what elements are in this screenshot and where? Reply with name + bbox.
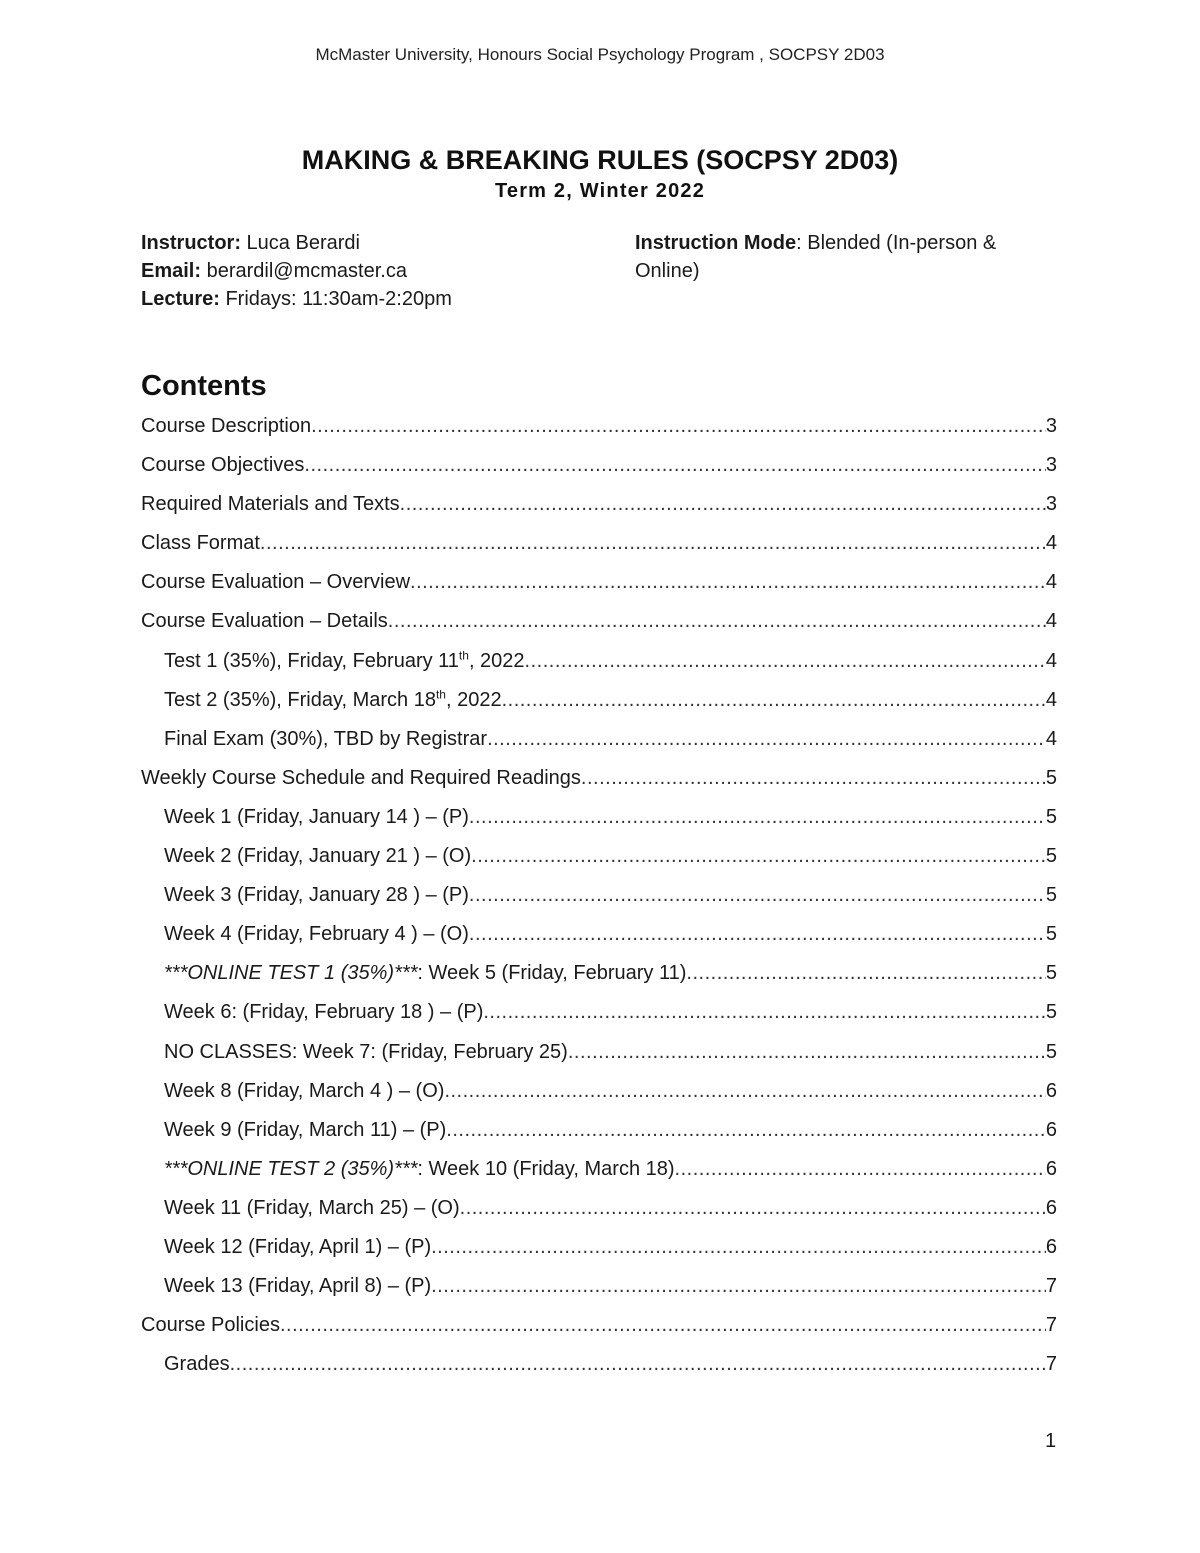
toc-entry[interactable] [141,681,1057,720]
toc-entry[interactable] [141,446,1057,485]
toc-dot-leader [471,837,1046,876]
lecture-value: Fridays: 11:30am-2:20pm [219,288,452,310]
toc-entry-ordinal: th [458,647,469,662]
toc-entry[interactable] [141,720,1057,759]
toc-entry[interactable] [141,563,1057,602]
toc-entry-title [164,642,525,681]
email-value: berardil@mcmaster.ca [201,260,407,282]
instructor-label: Instructor: [141,232,241,254]
toc-entry-title: Course Evaluation – Details [141,610,388,633]
toc-entry-title: Week 13 (Friday, April 8) – (P) [164,1275,432,1298]
toc-entry-page: 4 [1045,649,1057,672]
toc-entry-page: 5 [1045,805,1057,828]
toc-entry-title: Grades [164,1353,230,1376]
toc-dot-leader [525,642,1046,681]
toc-dot-leader [686,954,1045,993]
toc-entry-title [164,1150,675,1189]
toc-dot-leader [311,407,1046,446]
toc-entry-title: Week 3 (Friday, January 28 ) – (P) [164,884,469,907]
toc-entry-page: 5 [1045,923,1057,946]
instruction-mode-value: : Blended (In-person & Online) [635,232,997,282]
toc-entry[interactable] [141,1111,1057,1150]
toc-entry[interactable] [141,642,1057,681]
toc-entry-title: Week 12 (Friday, April 1) – (P) [164,1235,432,1258]
toc-entry-title: Week 6: (Friday, February 18 ) – (P) [164,1001,484,1024]
toc-dot-leader [460,1189,1046,1228]
table-of-contents [141,407,1057,1384]
toc-entry-title: Week 4 (Friday, February 4 ) – (O) [164,923,469,946]
toc-entry[interactable] [141,524,1057,563]
toc-entry-page: 6 [1045,1235,1057,1258]
toc-entry[interactable] [141,876,1057,915]
toc-entry-title [164,681,502,720]
toc-entry[interactable] [141,954,1057,993]
instructor-line [141,229,452,257]
toc-entry-text: Test 1 (35%), Friday, February 11 [164,649,459,672]
toc-dot-leader [388,602,1046,641]
email-line [141,257,452,285]
toc-entry-title: Week 11 (Friday, March 25) – (O) [164,1196,460,1219]
toc-entry-ordinal: th [435,687,446,701]
toc-dot-leader [469,798,1046,837]
toc-entry-page: 4 [1045,688,1057,711]
toc-entry-text: , 2022 [468,649,525,672]
toc-entry-page: 4 [1045,727,1057,750]
toc-entry[interactable] [141,1072,1057,1111]
toc-entry-page: 6 [1045,1079,1057,1102]
toc-entry-page: 3 [1045,493,1057,516]
toc-entry-text: : Week 5 (Friday, February 11) [417,962,687,985]
toc-entry-page: 4 [1045,571,1057,594]
toc-entry-title: Weekly Course Schedule and Required Readings [141,766,581,789]
toc-entry-page: 6 [1045,1118,1057,1141]
lecture-label: Lecture: [141,288,220,310]
toc-entry-title: Week 2 (Friday, January 21 ) – (O) [164,845,472,868]
course-info-left [141,229,452,313]
toc-entry[interactable] [141,798,1057,837]
toc-entry-text: , 2022 [445,688,502,711]
toc-entry-page: 4 [1045,532,1057,555]
toc-entry[interactable] [141,915,1057,954]
toc-entry-title [164,954,686,993]
lecture-line [141,285,452,313]
toc-entry[interactable] [141,1228,1057,1267]
toc-entry-text: Test 2 (35%), Friday, March 18 [164,688,436,711]
toc-entry-page: 6 [1045,1196,1057,1219]
toc-dot-leader [568,1033,1046,1072]
toc-dot-leader [230,1345,1046,1384]
document-title: MAKING & BREAKING RULES (SOCPSY 2D03) [301,145,899,175]
toc-entry-page: 6 [1045,1157,1057,1180]
toc-entry[interactable] [141,407,1057,446]
toc-entry-page: 3 [1045,415,1057,437]
toc-entry[interactable] [141,1150,1057,1189]
toc-entry[interactable] [141,1345,1057,1384]
toc-entry-title: Course Evaluation – Overview [141,571,411,594]
toc-dot-leader [469,915,1046,954]
toc-entry-page: 5 [1045,845,1057,868]
toc-entry[interactable] [141,1306,1057,1345]
toc-dot-leader [260,524,1046,563]
toc-entry-title: Week 1 (Friday, January 14 ) – (P) [164,805,469,828]
toc-dot-leader [446,1111,1046,1150]
toc-dot-leader [431,1228,1046,1267]
toc-dot-leader [581,759,1046,798]
toc-entry[interactable] [141,602,1057,641]
page-number: 1 [1045,1430,1057,1452]
instructor-value: Luca Berardi [241,232,360,254]
email-label: Email: [141,260,202,282]
toc-entry-page: 5 [1045,884,1057,907]
toc-dot-leader [431,1267,1046,1306]
toc-entry[interactable] [141,1189,1057,1228]
toc-entry-page: 4 [1045,610,1057,633]
toc-entry-title: Final Exam (30%), TBD by Registrar [164,727,488,750]
toc-entry-title: Week 8 (Friday, March 4 ) – (O) [164,1079,445,1102]
toc-dot-leader [410,563,1046,602]
toc-dot-leader [400,485,1046,524]
document-subtitle: Term 2, Winter 2022 [494,180,706,202]
title-block [0,143,1200,205]
toc-entry-page: 3 [1045,454,1057,477]
toc-entry-page: 7 [1045,1353,1057,1376]
toc-entry-page: 5 [1045,1040,1057,1063]
toc-dot-leader [675,1150,1046,1189]
toc-entry-title: Class Format [141,532,260,555]
toc-entry[interactable] [141,993,1057,1032]
toc-entry-title: Course Description [141,415,312,437]
toc-entry[interactable] [141,759,1057,798]
toc-dot-leader [502,681,1046,720]
toc-dot-leader [469,876,1046,915]
toc-entry-page: 5 [1045,1001,1057,1024]
course-info-right [635,229,1055,285]
toc-dot-leader [487,720,1046,759]
instruction-mode-label: Instruction Mode [635,232,797,254]
toc-entry[interactable] [141,1267,1057,1306]
toc-entry-page: 7 [1045,1275,1057,1298]
toc-dot-leader [444,1072,1045,1111]
toc-entry-page: 5 [1045,766,1057,789]
toc-dot-leader [483,993,1046,1032]
toc-entry-title: Required Materials and Texts [141,493,400,516]
toc-entry[interactable] [141,1033,1057,1072]
toc-entry-title: Course Policies [141,1314,280,1337]
running-header: McMaster University, Honours Social Psychology Program , SOCPSY 2D03 [315,45,885,64]
toc-entry[interactable] [141,485,1057,524]
toc-entry-text: : Week 10 (Friday, March 18) [417,1157,675,1180]
toc-entry-emphasis: ***ONLINE TEST 1 (35%)*** [164,962,418,985]
toc-entry-title: Course Objectives [141,454,305,477]
toc-entry-page: 7 [1045,1314,1057,1337]
toc-entry-title: NO CLASSES: Week 7: (Friday, February 25) [164,1040,568,1063]
toc-entry[interactable] [141,837,1057,876]
toc-entry-page: 5 [1045,962,1057,985]
toc-entry-title: Week 9 (Friday, March 11) – (P) [164,1118,447,1141]
toc-dot-leader [280,1306,1046,1345]
toc-entry-emphasis: ***ONLINE TEST 2 (35%)*** [164,1157,418,1180]
contents-heading: Contents [141,370,267,402]
toc-dot-leader [304,446,1045,485]
